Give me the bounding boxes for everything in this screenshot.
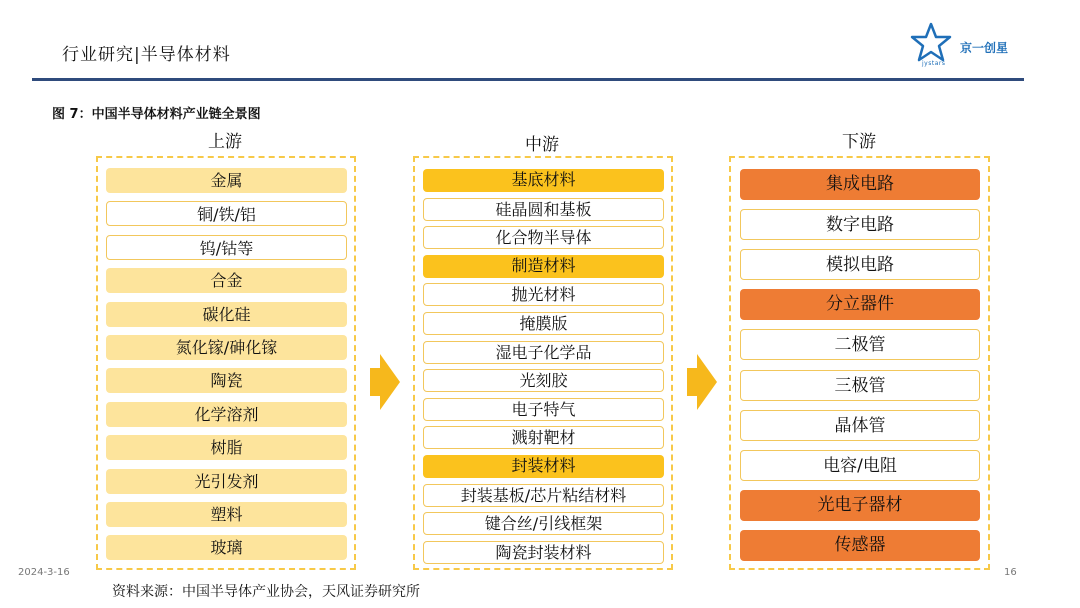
upstream-item: 树脂 [106,435,347,460]
downstream-item: 数字电路 [740,209,980,240]
midstream-heading: 中游 [525,135,559,155]
midstream-item: 基底材料 [423,169,664,192]
source-note: 资料来源：中国半导体产业协会，天风证券研究所 [112,584,420,600]
upstream-item: 塑料 [106,502,347,527]
midstream-item: 封装基板/芯片粘结材料 [423,484,664,507]
downstream-item: 传感器 [740,530,980,561]
midstream-item: 溅射靶材 [423,426,664,449]
upstream-item: 玻璃 [106,535,347,560]
midstream-item: 抛光材料 [423,283,664,306]
downstream-item: 晶体管 [740,410,980,441]
upstream-item: 金属 [106,168,347,193]
upstream-item: 陶瓷 [106,368,347,393]
header-divider [32,78,1024,81]
page-number: 16 [1004,567,1017,578]
figure-title: 图 7：中国半导体材料产业链全景图 [52,107,261,122]
star-icon [910,22,952,62]
midstream-item: 键合丝/引线框架 [423,512,664,535]
downstream-item: 电容/电阻 [740,450,980,481]
downstream-heading: 下游 [842,132,876,152]
upstream-item: 铜/铁/铝 [106,201,347,226]
midstream-item: 化合物半导体 [423,226,664,249]
flow-arrow-icon [687,354,717,410]
logo-sub: jystars [922,60,946,67]
midstream-item: 封装材料 [423,455,664,478]
midstream-item: 陶瓷封装材料 [423,541,664,564]
upstream-item: 碳化硅 [106,302,347,327]
header-title: 行业研究|半导体材料 [62,45,231,65]
midstream-item: 制造材料 [423,255,664,278]
upstream-heading: 上游 [208,132,242,152]
downstream-item: 三极管 [740,370,980,401]
downstream-item: 集成电路 [740,169,980,200]
footer-date: 2024-3-16 [18,567,70,578]
downstream-item: 二极管 [740,329,980,360]
downstream-item: 模拟电路 [740,249,980,280]
logo [910,22,1030,72]
downstream-item: 光电子器材 [740,490,980,521]
upstream-item: 氮化镓/砷化镓 [106,335,347,360]
midstream-item: 电子特气 [423,398,664,421]
flow-arrow-icon [370,354,400,410]
midstream-item: 掩膜版 [423,312,664,335]
upstream-item: 化学溶剂 [106,402,347,427]
midstream-item: 光刻胶 [423,369,664,392]
downstream-panel [729,156,990,570]
upstream-item: 合金 [106,268,347,293]
downstream-item: 分立器件 [740,289,980,320]
logo-name: 京一创星 [960,41,1009,55]
upstream-item: 光引发剂 [106,469,347,494]
upstream-item: 钨/钴等 [106,235,347,260]
midstream-panel [413,156,673,570]
midstream-item: 湿电子化学品 [423,341,664,364]
upstream-panel [96,156,356,570]
midstream-item: 硅晶圆和基板 [423,198,664,221]
